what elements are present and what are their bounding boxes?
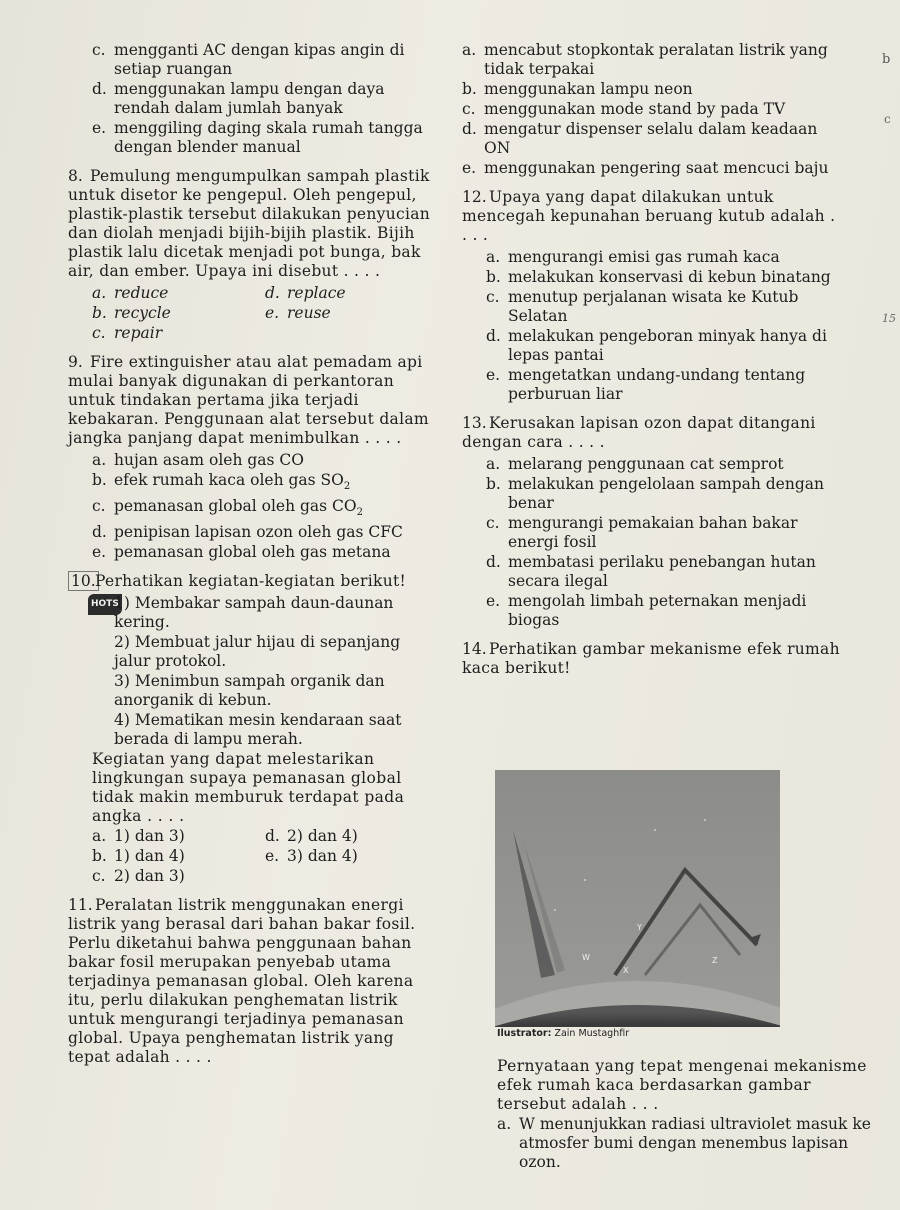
option[interactable]: e. pemanasan global oleh gas metana <box>92 543 391 562</box>
left-column <box>68 40 438 1070</box>
question-13: 13. Kerusakan lapisan ozon dapat ditangani dengan cara . . . . <box>462 414 816 451</box>
label-y: Y <box>637 923 642 932</box>
option[interactable]: b. melakukan pengelolaan sampah dengan benar <box>486 475 824 512</box>
greenhouse-diagram <box>495 770 780 1027</box>
option[interactable]: c. mengurangi pemakaian bahan bakar energi fosil <box>486 514 798 551</box>
option[interactable]: d. melakukan pengeboran minyak hanya di lepas pantai <box>486 327 827 364</box>
option[interactable]: a. 1) dan 3) <box>92 827 185 846</box>
options-row <box>68 284 438 303</box>
label-x: X <box>623 966 629 975</box>
option[interactable]: c. menggunakan mode stand by pada TV <box>462 100 786 118</box>
option[interactable]: c. repair <box>92 324 163 342</box>
option[interactable]: e. mengolah limbah peternakan menjadi biogas <box>486 592 807 629</box>
option[interactable]: a. reduce <box>92 284 169 302</box>
option-marked[interactable]: b. recycle <box>92 304 171 322</box>
margin-mark: b <box>882 52 891 67</box>
option[interactable]: d. mengatur dispenser selalu dalam keadaan ON <box>462 120 818 157</box>
option[interactable]: d. menggunakan lampu dengan daya rendah dalam jumlah banyak <box>92 80 385 117</box>
option[interactable]: c. pemanasan global oleh gas $CO_2$ <box>92 497 363 519</box>
option[interactable]: a. hujan asam oleh gas CO <box>92 451 304 469</box>
options-row <box>68 847 438 866</box>
margin-mark: c <box>884 112 891 126</box>
options-row <box>68 827 438 846</box>
option[interactable]: e. mengetatkan undang-undang tentang perburuan liar <box>486 366 806 403</box>
option[interactable]: c. mengganti AC dengan kipas angin di setiap ruangan <box>92 41 405 78</box>
hots-badge: HOTS <box>88 594 122 615</box>
margin-mark: 15 <box>882 312 896 325</box>
option[interactable]: d. 2) dan 4) <box>265 827 358 846</box>
question-14: 14. Perhatikan gambar mekanisme efek rumah kaca berikut! <box>462 640 840 677</box>
option[interactable]: b. melakukan konservasi di kebun binatang <box>486 268 831 286</box>
question-12: 12. Upaya yang dapat dilakukan untuk mencegah kepunahan beruang kutub adalah . . . . <box>462 188 836 244</box>
option[interactable]: c. menutup perjalanan wisata ke Kutub Selatan <box>486 288 799 325</box>
option[interactable]: b. efek rumah kaca oleh gas $SO_2$ <box>92 471 351 493</box>
option[interactable]: e. menggunakan pengering saat mencuci baju <box>462 159 829 177</box>
option[interactable]: b. 1) dan 4) <box>92 847 185 866</box>
option[interactable]: d. replace <box>265 284 346 302</box>
option[interactable]: e. 3) dan 4) <box>265 847 358 866</box>
question-text: Kegiatan yang dapat melestarikan lingkungan supaya pemanasan global tidak makin memburuk terdapat pada angka . . . . <box>92 750 405 826</box>
question-text: Pernyataan yang tepat mengenai mekanisme efek rumah kaca berdasarkan gambar tersebut adalah . . . <box>497 1057 867 1113</box>
option[interactable]: a. mencabut stopkontak peralatan listrik yang tidak terpakai <box>462 41 828 78</box>
question-8: 8. Pemulung mengumpulkan sampah plastik untuk disetor ke pengepul. Oleh pengepul, plastik-plastik tersebut dilakukan penyucian dan diolah menjadi bijih-bijih plastik. Bijih plastik lalu dicetak menjadi pot bunga, bak air, dan ember. Upaya ini disebut . . . . <box>68 167 431 280</box>
list-item: HOTS 1) Membakar sampah daun-daunan kering. <box>68 594 438 632</box>
question-9: 9. Fire extinguisher atau alat pemadam api mulai banyak digunakan di perkantoran untuk tindakan pertama jika terjadi kebakaran. Penggunaan alat tersebut dalam jangka panjang dapat menimbulkan . . . . <box>68 353 429 447</box>
option[interactable]: a. W menunjukkan radiasi ultraviolet masuk ke atmosfer bumi dengan menembus lapisan ozon. <box>497 1115 871 1171</box>
option[interactable]: c. 2) dan 3) <box>92 867 185 886</box>
greenhouse-effect-figure <box>495 770 780 1027</box>
option[interactable]: b. menggunakan lampu neon <box>462 80 693 98</box>
option[interactable]: d. membatasi perilaku penebangan hutan secara ilegal <box>486 553 816 590</box>
question-10: 10. Perhatikan kegiatan-kegiatan berikut! <box>68 572 438 591</box>
list-item: 4) Mematikan mesin kendaraan saat berada di lampu merah. <box>114 711 402 749</box>
figure-credit: Ilustrator: Zain Mustaghfir <box>497 1028 630 1039</box>
label-z: Z <box>712 956 718 965</box>
question-11: 11. Peralatan listrik menggunakan energi listrik yang berasal dari bahan bakar fosil. Perlu diketahui bahwa penggunaan bahan bakar fosil merupakan penyebab utama terjadinya pemanasan global. Oleh karena itu, perlu dilakukan penghematan listrik untuk mengurangi terjadinya pemanasan global. Upaya penghematan listrik yang tepat adalah . . . . <box>68 896 416 1067</box>
option[interactable]: a. mengurangi emisi gas rumah kaca <box>486 248 780 266</box>
option-marked[interactable]: e. menggiling daging skala rumah tangga dengan blender manual <box>92 119 423 156</box>
options-row <box>68 324 438 343</box>
option[interactable]: a. melarang penggunaan cat semprot <box>486 455 784 473</box>
question-14-continuation <box>497 1057 877 1173</box>
right-column <box>462 40 842 681</box>
options-row <box>68 304 438 323</box>
list-item: 3) Menimbun sampah organik dan anorganik di kebun. <box>114 672 385 710</box>
label-w: W <box>582 953 590 962</box>
list-item: 2) Membuat jalur hijau di sepanjang jalur protokol. <box>114 633 401 671</box>
option[interactable]: e. reuse <box>265 304 331 322</box>
options-row <box>68 867 438 886</box>
option[interactable]: d. penipisan lapisan ozon oleh gas CFC <box>92 523 403 542</box>
